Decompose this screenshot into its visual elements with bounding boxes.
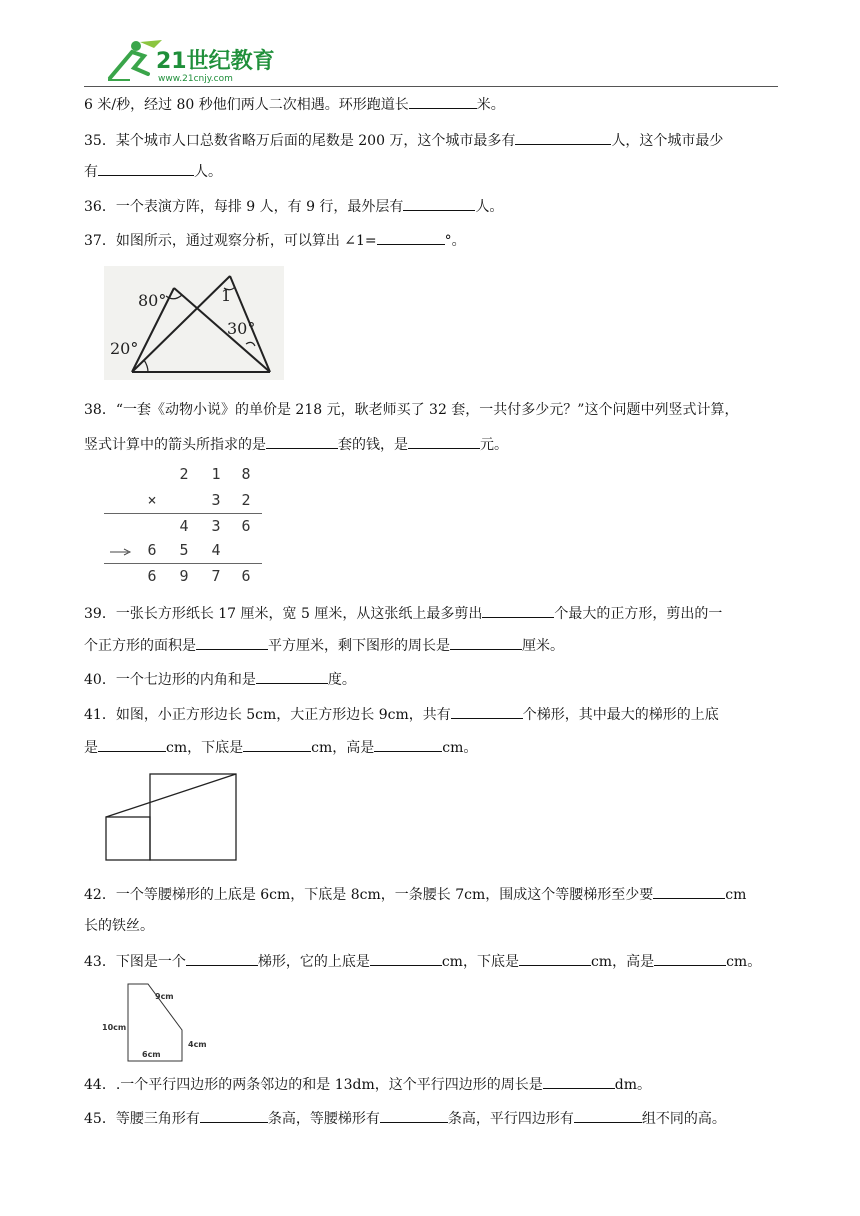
angle-30-label: 30° [227, 319, 256, 338]
question-34-line: 6 米/秒，经过 80 秒他们两人二次相遇。环形跑道长 米。 [84, 94, 784, 115]
logo-text: 21世纪教育 [156, 49, 275, 74]
answer-blank[interactable] [266, 434, 338, 449]
question-41-line-2: 是 cm，下底是 cm，高是 cm。 [84, 737, 784, 758]
answer-blank[interactable] [196, 635, 268, 650]
answer-blank[interactable] [653, 884, 725, 899]
question-36-line: 36．一个表演方阵，每排 9 人，有 9 行，最外层有 人。 [84, 196, 784, 217]
answer-blank[interactable] [450, 635, 522, 650]
header-divider [84, 86, 778, 87]
page-header [0, 0, 860, 90]
vertical-multiplication: 2 1 8 × 3 2 4 3 6 6 5 4 6 9 7 6 [104, 463, 264, 587]
question-43-line: 43．下图是一个 梯形，它的上底是 cm，下底是 cm，高是 cm。 [84, 951, 784, 972]
right-trapezoid-figure [100, 982, 216, 1064]
answer-blank[interactable] [186, 951, 258, 966]
answer-blank[interactable] [200, 1108, 268, 1123]
question-45-line: 45．等腰三角形有 条高，等腰梯形有 条高，平行四边形有 组不同的高。 [84, 1108, 784, 1129]
question-35-line-2: 有 人。 [84, 161, 784, 182]
question-41-line-1: 41．如图，小正方形边长 5cm，大正方形边长 9cm，共有 个梯形，其中最大的梯形的上底 [84, 704, 784, 725]
answer-blank[interactable] [574, 1108, 642, 1123]
site-logo [104, 38, 304, 84]
answer-blank[interactable] [409, 94, 477, 109]
answer-blank[interactable] [654, 951, 726, 966]
trapezoid-top-label: 9cm [155, 992, 174, 1001]
arrow-icon [110, 547, 132, 557]
times-sign: × [147, 491, 157, 509]
question-37-line: 37．如图所示，通过观察分析，可以算出 ∠1= °。 [84, 230, 784, 251]
answer-blank[interactable] [377, 230, 445, 245]
answer-blank[interactable] [451, 704, 523, 719]
angle-20-label: 20° [110, 339, 139, 358]
trapezoid-left-label: 10cm [102, 1023, 127, 1032]
answer-blank[interactable] [243, 737, 311, 752]
question-40-line: 40．一个七边形的内角和是 度。 [84, 669, 784, 690]
trapezoid-bottom-label: 6cm [142, 1050, 161, 1059]
answer-blank[interactable] [543, 1074, 615, 1089]
answer-blank[interactable] [370, 951, 442, 966]
question-38-line-1: 38．“一套《动物小说》的单价是 218 元，耿老师买了 32 套，一共付多少元？”这个问题中列竖式计算， [84, 402, 739, 418]
answer-blank[interactable] [515, 130, 611, 145]
question-39-line-2: 个正方形的面积是 平方厘米，剩下图形的周长是 厘米。 [84, 635, 784, 656]
answer-blank[interactable] [408, 434, 480, 449]
question-38-line-2: 竖式计算中的箭头所指求的是 套的钱，是 元。 [84, 434, 784, 455]
question-44-line: 44．.一个平行四边形的两条邻边的和是 13dm，这个平行四边形的周长是 dm。 [84, 1074, 784, 1095]
answer-blank[interactable] [519, 951, 591, 966]
answer-blank[interactable] [98, 737, 166, 752]
question-35-line-1: 35．某个城市人口总数省略万后面的尾数是 200 万，这个城市最多有 人，这个城市最少 [84, 130, 784, 151]
answer-blank[interactable] [98, 161, 194, 176]
squares-trapezoid-figure [104, 772, 240, 862]
angle-figure [104, 266, 284, 380]
logo-url: www.21cnjy.com [158, 74, 233, 84]
question-39-line-1: 39．一张长方形纸长 17 厘米，宽 5 厘米，从这张纸上最多剪出 个最大的正方形，剪出的一 [84, 603, 784, 624]
trapezoid-right-label: 4cm [188, 1040, 207, 1049]
angle-1-label: 1 [221, 286, 232, 305]
answer-blank[interactable] [403, 196, 475, 211]
angle-80-label: 80° [138, 291, 167, 310]
answer-blank[interactable] [374, 737, 442, 752]
answer-blank[interactable] [380, 1108, 448, 1123]
question-42-line-2: 长的铁丝。 [84, 918, 154, 934]
question-42-line-1: 42．一个等腰梯形的上底是 6cm，下底是 8cm，一条腰长 7cm，围成这个等腰梯形至少要 cm [84, 884, 784, 905]
answer-blank[interactable] [256, 669, 328, 684]
answer-blank[interactable] [482, 603, 554, 618]
